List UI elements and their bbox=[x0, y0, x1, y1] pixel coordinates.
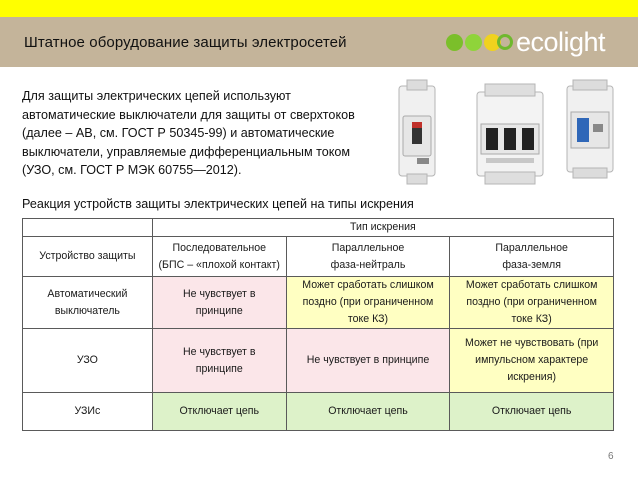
row-cell-phase-neutral bbox=[286, 329, 450, 393]
table-title: Реакция устройств защиты электрических цепей на типы искрения bbox=[22, 197, 414, 211]
ecolight-logo bbox=[446, 27, 605, 57]
header-line: фаза-нейтраль bbox=[330, 258, 406, 271]
protection-devices-table bbox=[22, 218, 614, 431]
cell-line: принципе bbox=[195, 304, 243, 317]
table-group-header-row bbox=[23, 219, 614, 237]
cell-line: УЗИс bbox=[74, 405, 101, 417]
slide-header bbox=[0, 17, 638, 67]
logo-ring-icon bbox=[497, 34, 513, 50]
cell-line: Может сработать слишком bbox=[302, 279, 434, 291]
row-cell-series bbox=[152, 393, 286, 431]
table-row bbox=[23, 277, 614, 329]
cell-line: поздно (при ограниченном bbox=[302, 296, 434, 308]
row-cell-phase-ground bbox=[450, 329, 614, 393]
circuit-breaker-devices-illustration bbox=[393, 78, 623, 188]
row-device-cell bbox=[23, 393, 153, 431]
cell-line: поздно (при ограниченном bbox=[466, 296, 597, 308]
table-row bbox=[23, 393, 614, 431]
logo-dot-icon bbox=[465, 34, 482, 51]
header-line: Параллельное bbox=[495, 241, 568, 254]
cell-line: импульсном характере bbox=[475, 354, 589, 366]
intro-paragraph: Для защиты электрических цепей используют автоматические выключатели для защиты от сверхтоков (далее – АВ, см. ГОСТ Р 50345-99) и автоматические выключатели, управляемые дифференциальным током (УЗО, см. ГОСТ Р МЭК 60755—2012). bbox=[22, 89, 355, 177]
row-cell-phase-neutral bbox=[286, 393, 450, 431]
cell-line: Может не чувствовать (при bbox=[465, 337, 599, 349]
header-line: Параллельное bbox=[331, 241, 405, 254]
cell-line: Отключает цепь bbox=[179, 405, 260, 417]
row-cell-phase-neutral bbox=[286, 277, 450, 329]
logo-dot-icon bbox=[446, 34, 463, 51]
row-device-cell bbox=[23, 277, 153, 329]
cell-line: выключатель bbox=[54, 304, 120, 317]
cell-line: токе КЗ) bbox=[347, 313, 389, 325]
three-pole-breaker-icon bbox=[477, 84, 543, 184]
cell-line: Может сработать слишком bbox=[465, 279, 598, 291]
header-blank-cell bbox=[23, 219, 153, 237]
cell-line: УЗО bbox=[76, 354, 98, 366]
row-cell-series bbox=[152, 329, 286, 393]
row-cell-phase-ground bbox=[450, 277, 614, 329]
page-number: 6 bbox=[608, 451, 614, 462]
column-header-device: Устройство защиты bbox=[23, 237, 153, 277]
top-accent-strip bbox=[0, 0, 638, 17]
cell-line: Не чувствует в bbox=[182, 287, 256, 300]
cell-line: токе КЗ) bbox=[511, 313, 552, 325]
group-header-cell: Тип искрения bbox=[152, 219, 613, 237]
slide-title: Штатное оборудование защиты электросетей bbox=[24, 34, 347, 51]
column-header-phase-ground bbox=[450, 237, 614, 277]
table-row bbox=[23, 329, 614, 393]
header-line: Последовательное bbox=[172, 241, 266, 254]
table-column-header-row bbox=[23, 237, 614, 277]
column-header-series bbox=[152, 237, 286, 277]
differential-breaker-icon bbox=[399, 80, 435, 184]
cell-line: Не чувствует в принципе bbox=[306, 354, 430, 366]
cell-line: искрения) bbox=[507, 371, 556, 383]
cell-line: Автоматический bbox=[47, 287, 128, 300]
cell-line: принципе bbox=[195, 362, 243, 375]
row-device-cell bbox=[23, 329, 153, 393]
row-cell-phase-ground bbox=[450, 393, 614, 431]
header-line: фаза-земля bbox=[502, 258, 561, 271]
cell-line: Отключает цепь bbox=[328, 405, 408, 417]
rcd-device-icon bbox=[567, 80, 613, 178]
cell-line: Не чувствует в bbox=[182, 345, 256, 358]
header-line: (БПС – «плохой контакт) bbox=[158, 258, 280, 271]
cell-line: Отключает цепь bbox=[491, 405, 572, 417]
row-cell-series bbox=[152, 277, 286, 329]
column-header-phase-neutral bbox=[286, 237, 450, 277]
logo-text: ecolight bbox=[516, 26, 606, 57]
